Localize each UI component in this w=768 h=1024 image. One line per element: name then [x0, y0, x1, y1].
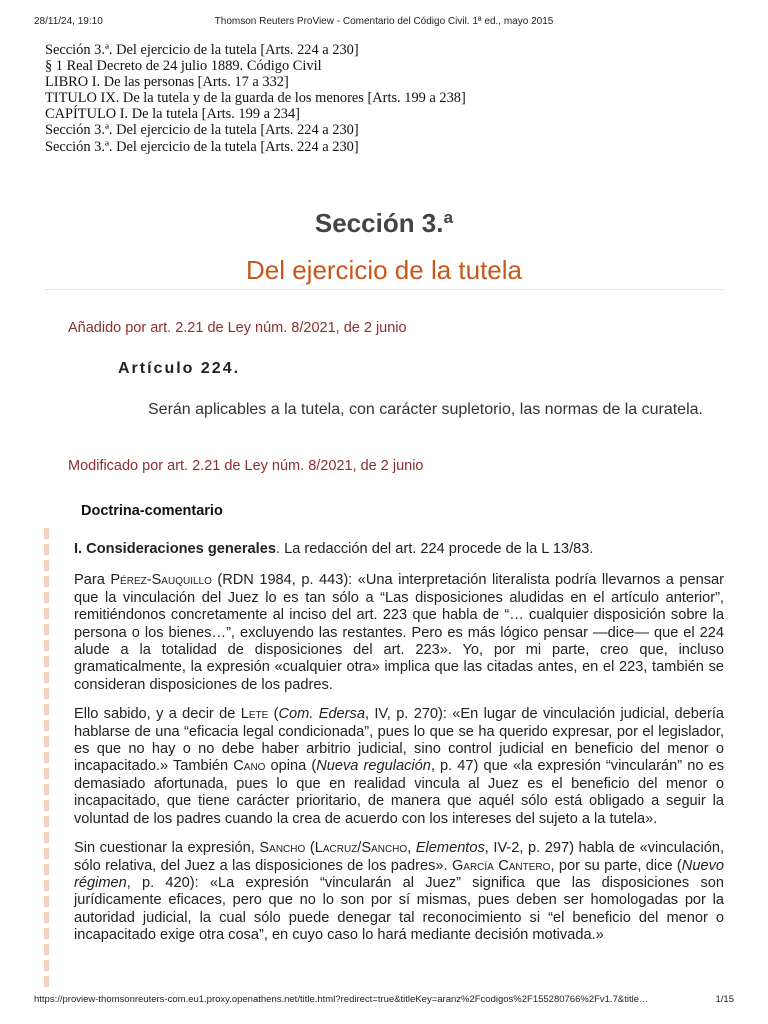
section-number: Sección 3.ª: [314, 208, 454, 238]
commentary-paragraph: I. Consideraciones generales. La redacción del art. 224 procede de la L 13/83.: [74, 541, 594, 557]
commentary-paragraph: Ello sabido, y a decir de Lete (Com. Edersa, IV, p. 270): «En lugar de vinculación judicial, debería hablarse de una “eficacia legal condicionada”, pues lo que se ha querido expresar, por el legislador, es que no hay o no debe haber arbitrio judicial, sino control judicial en beneficio del menor o incapacitado.» También Cano opina (Nueva regulación, p. 47) que «la expresión “vincularán” no es demasiado afortunada, pues lo que en realidad vincula al Juez es el beneficio del menor o incapacitado, que tiene carácter prioritario, de manera que aquél sólo está obligado a seguir la voluntad de los padres cuando la crea de acuerdo con los intereses del sujeto a la tutela».: [74, 706, 725, 827]
commentary-subheading: I. Consideraciones generales: [74, 541, 276, 557]
work-title: Nueva regulación: [316, 758, 431, 775]
author-name: Sancho: [259, 840, 306, 857]
breadcrumb-item[interactable]: § 1 Real Decreto de 24 julio 1889. Código Civil: [45, 58, 322, 75]
print-datetime: 28/11/24, 19:10: [34, 16, 103, 27]
article-title: Artículo 224.: [118, 360, 241, 377]
author-name: Lete: [240, 706, 269, 723]
print-title: Thomson Reuters ProView - Comentario del Código Civil. 1ª ed., mayo 2015: [214, 16, 554, 27]
commentary-paragraph: Sin cuestionar la expresión, Sancho (Lacruz/Sancho, Elementos, IV-2, p. 297) habla de «vinculación, sólo relativa, del Juez a las disposiciones de los padres». García Cantero, por su parte, dice (Nuevo régimen, p. 420): «La expresión “vincularán al Juez” significa que las disposiciones son jurídicamente eficaces, pero que no lo son por sí mismas, pues deben ser homologadas por la autoridad judicial, la cual sólo puede denegar tal reconocimiento si “el beneficio del menor o incapacitado exige otra cosa”, en cuyo caso lo hará mediante decisión motivada.»: [74, 840, 724, 944]
author-name: Cano: [233, 758, 266, 775]
breadcrumb-item[interactable]: TITULO IX. De la tutela y de la guarda de los menores [Arts. 199 a 238]: [45, 90, 466, 107]
section-title: Del ejercicio de la tutela: [245, 255, 523, 285]
author-name: García Cantero: [451, 857, 551, 874]
author-name: Lacruz/Sancho: [314, 840, 408, 857]
article-body: Serán aplicables a la tutela, con carácter supletorio, las normas de la curatela.: [148, 401, 703, 418]
work-title: Nuevo régimen: [74, 857, 724, 891]
breadcrumb-item[interactable]: CAPÍTULO I. De la tutela [Arts. 199 a 234]: [45, 106, 300, 123]
print-footer: [34, 994, 734, 1006]
divider: [45, 289, 725, 290]
work-title: Com. Edersa: [278, 706, 365, 723]
added-note[interactable]: Añadido por art. 2.21 de Ley núm. 8/2021, de 2 junio: [68, 320, 407, 336]
commentary-paragraph: Para Pérez-Sauquillo (RDN 1984, p. 443): «Una interpretación literalista podría llevarnos a pensar que la vinculación del Juez lo es tan sólo a “Las disposiciones aludidas en el artículo anterior”, remitiéndonos concretamente al inciso del art. 223 que habla de “… cualquier disposición sobre la persona o los bienes…”, excluyendo las restantes. Pero es más lógico pensar —dice— que el 224 alude a la totalidad de disposiciones del art. 223». Yo, por mi parte, creo que, incluso gramaticalmente, la expresión «cualquier otra» implica que las citadas antes, en el 223, también se consideran disposiciones de los padres.: [74, 572, 724, 693]
breadcrumb: [45, 42, 725, 155]
modified-note[interactable]: Modificado por art. 2.21 de Ley núm. 8/2021, de 2 junio: [68, 458, 424, 474]
commentary-body: [74, 541, 724, 957]
breadcrumb-item[interactable]: Sección 3.ª. Del ejercicio de la tutela [Arts. 224 a 230]: [45, 42, 359, 58]
work-title: Elementos: [415, 840, 485, 857]
breadcrumb-item[interactable]: Sección 3.ª. Del ejercicio de la tutela [Arts. 224 a 230]: [45, 138, 359, 155]
breadcrumb-item[interactable]: Sección 3.ª. Del ejercicio de la tutela [Arts. 224 a 230]: [45, 122, 359, 139]
doctrina-heading: Doctrina-comentario: [81, 503, 223, 519]
breadcrumb-item[interactable]: LIBRO I. De las personas [Arts. 17 a 332]: [45, 74, 289, 91]
print-url: https://proview-thomsonreuters-com.eu1.proxy.openathens.net/title.html?redirect=true&titleKey=aranz%2Fcodigos%2F155280766%2Fv1.7&title…: [34, 994, 649, 1005]
print-header: [34, 16, 734, 30]
page-number: 1/15: [715, 994, 734, 1005]
commentary-side-bar: [44, 528, 49, 988]
author-name: Pérez-Sauquillo: [110, 572, 212, 589]
